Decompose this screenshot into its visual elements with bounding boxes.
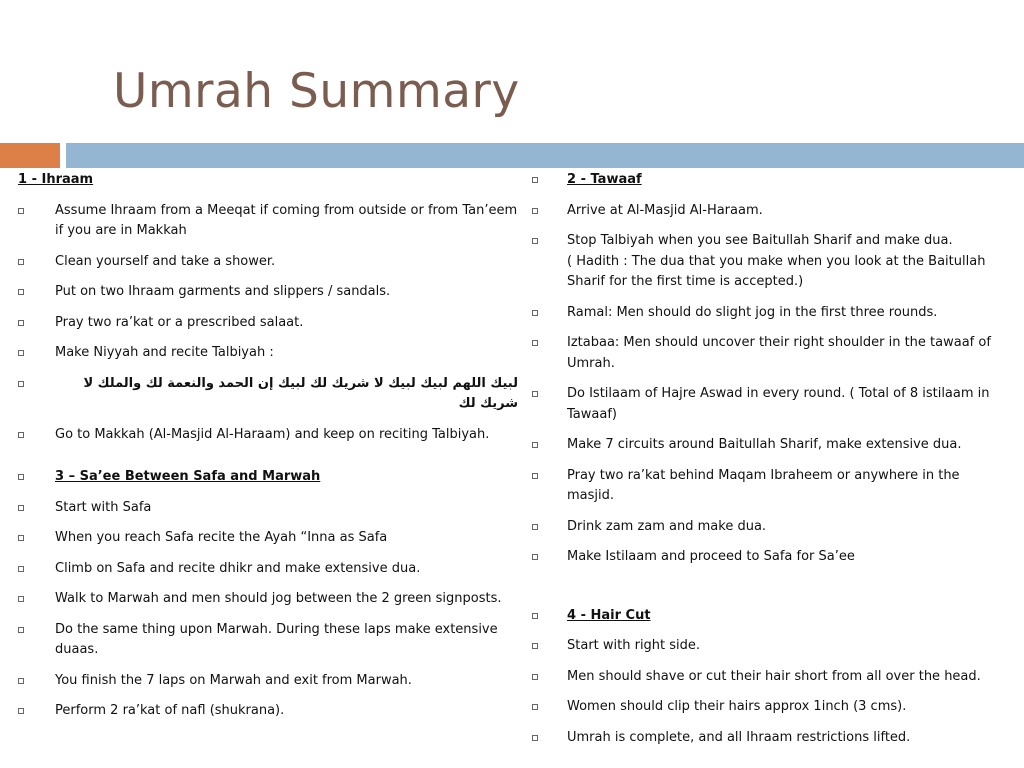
- list-item: Start with Safa: [18, 498, 518, 519]
- square-bullet-icon: [18, 208, 24, 214]
- section-heading-tawaaf: 2 - Tawaaf: [530, 170, 1008, 191]
- list-item: Put on two Ihraam garments and slippers / sandals.: [18, 282, 518, 303]
- square-bullet-icon: [532, 340, 538, 346]
- square-bullet-icon: [18, 535, 24, 541]
- square-bullet-icon: [18, 596, 24, 602]
- square-bullet-icon: [532, 177, 538, 183]
- square-bullet-icon: [532, 208, 538, 214]
- list-item: Men should shave or cut their hair short from all over the head.: [530, 667, 1008, 688]
- square-bullet-icon: [18, 381, 24, 387]
- right-column: [530, 170, 1008, 758]
- square-bullet-icon: [532, 613, 538, 619]
- list-item: Do the same thing upon Marwah. During these laps make extensive duaas.: [18, 620, 518, 661]
- square-bullet-icon: [532, 238, 538, 244]
- list-item: Clean yourself and take a shower.: [18, 252, 518, 273]
- list-item: Umrah is complete, and all Ihraam restrictions lifted.: [530, 728, 1008, 749]
- square-bullet-icon: [532, 473, 538, 479]
- square-bullet-icon: [532, 524, 538, 530]
- hadith-note: ( Hadith : The dua that you make when you look at the Baitullah Sharif for the first time is accepted.): [567, 253, 986, 289]
- left-column: [18, 170, 518, 732]
- section-heading-ihraam: 1 - Ihraam: [18, 172, 94, 187]
- list-item: Climb on Safa and recite dhikr and make extensive dua.: [18, 559, 518, 580]
- list-item: Walk to Marwah and men should jog between the 2 green signposts.: [18, 589, 518, 610]
- square-bullet-icon: [18, 432, 24, 438]
- list-item: When you reach Safa recite the Ayah “Inna as Safa: [18, 528, 518, 549]
- square-bullet-icon: [532, 643, 538, 649]
- section-heading-haircut: 4 - Hair Cut: [530, 606, 1008, 627]
- list-item: Ramal: Men should do slight jog in the first three rounds.: [530, 303, 1008, 324]
- square-bullet-icon: [532, 735, 538, 741]
- accent-bar-orange: [0, 143, 60, 168]
- list-item: Arrive at Al-Masjid Al-Haraam.: [530, 201, 1008, 222]
- square-bullet-icon: [532, 554, 538, 560]
- square-bullet-icon: [532, 442, 538, 448]
- list-item: Drink zam zam and make dua.: [530, 517, 1008, 538]
- list-item: You finish the 7 laps on Marwah and exit from Marwah.: [18, 671, 518, 692]
- square-bullet-icon: [18, 320, 24, 326]
- list-item: Make Istilaam and proceed to Safa for Sa’ee: [530, 547, 1008, 568]
- list-item: Make 7 circuits around Baitullah Sharif, make extensive dua.: [530, 435, 1008, 456]
- section-heading-saee: 3 – Sa’ee Between Safa and Marwah: [18, 467, 518, 488]
- slide-title: Umrah Summary: [113, 64, 520, 119]
- list-item: Stop Talbiyah when you see Baitullah Sharif and make dua. ( Hadith : The dua that you make when you look at the Baitullah Sharif for the first time is accepted.): [530, 231, 1008, 293]
- list-item: Start with right side.: [530, 636, 1008, 657]
- square-bullet-icon: [18, 289, 24, 295]
- square-bullet-icon: [18, 474, 24, 480]
- list-item: Pray two ra’kat behind Maqam Ibraheem or anywhere in the masjid.: [530, 466, 1008, 507]
- square-bullet-icon: [18, 350, 24, 356]
- square-bullet-icon: [18, 566, 24, 572]
- square-bullet-icon: [18, 708, 24, 714]
- square-bullet-icon: [532, 674, 538, 680]
- square-bullet-icon: [18, 678, 24, 684]
- list-item: Go to Makkah (Al-Masjid Al-Haraam) and keep on reciting Talbiyah.: [18, 425, 518, 446]
- list-item: Assume Ihraam from a Meeqat if coming from outside or from Tan’eem if you are in Makkah: [18, 201, 518, 242]
- accent-bar-blue: [66, 143, 1024, 168]
- list-item: Do Istilaam of Hajre Aswad in every round. ( Total of 8 istilaam in Tawaaf): [530, 384, 1008, 425]
- list-item: Perform 2 ra’kat of nafl (shukrana).: [18, 701, 518, 722]
- square-bullet-icon: [18, 259, 24, 265]
- square-bullet-icon: [18, 627, 24, 633]
- list-item-arabic-talbiyah: لبيك اللهم لبيك لبيك لا شريك لك لبيك إن الحمد والنعمة لك والملك لا شريك لك: [18, 374, 518, 415]
- list-item: Women should clip their hairs approx 1inch (3 cms).: [530, 697, 1008, 718]
- list-item: Pray two ra’kat or a prescribed salaat.: [18, 313, 518, 334]
- square-bullet-icon: [532, 391, 538, 397]
- list-item: Iztabaa: Men should uncover their right shoulder in the tawaaf of Umrah.: [530, 333, 1008, 374]
- list-item: Make Niyyah and recite Talbiyah :: [18, 343, 518, 364]
- square-bullet-icon: [532, 310, 538, 316]
- square-bullet-icon: [532, 704, 538, 710]
- square-bullet-icon: [18, 505, 24, 511]
